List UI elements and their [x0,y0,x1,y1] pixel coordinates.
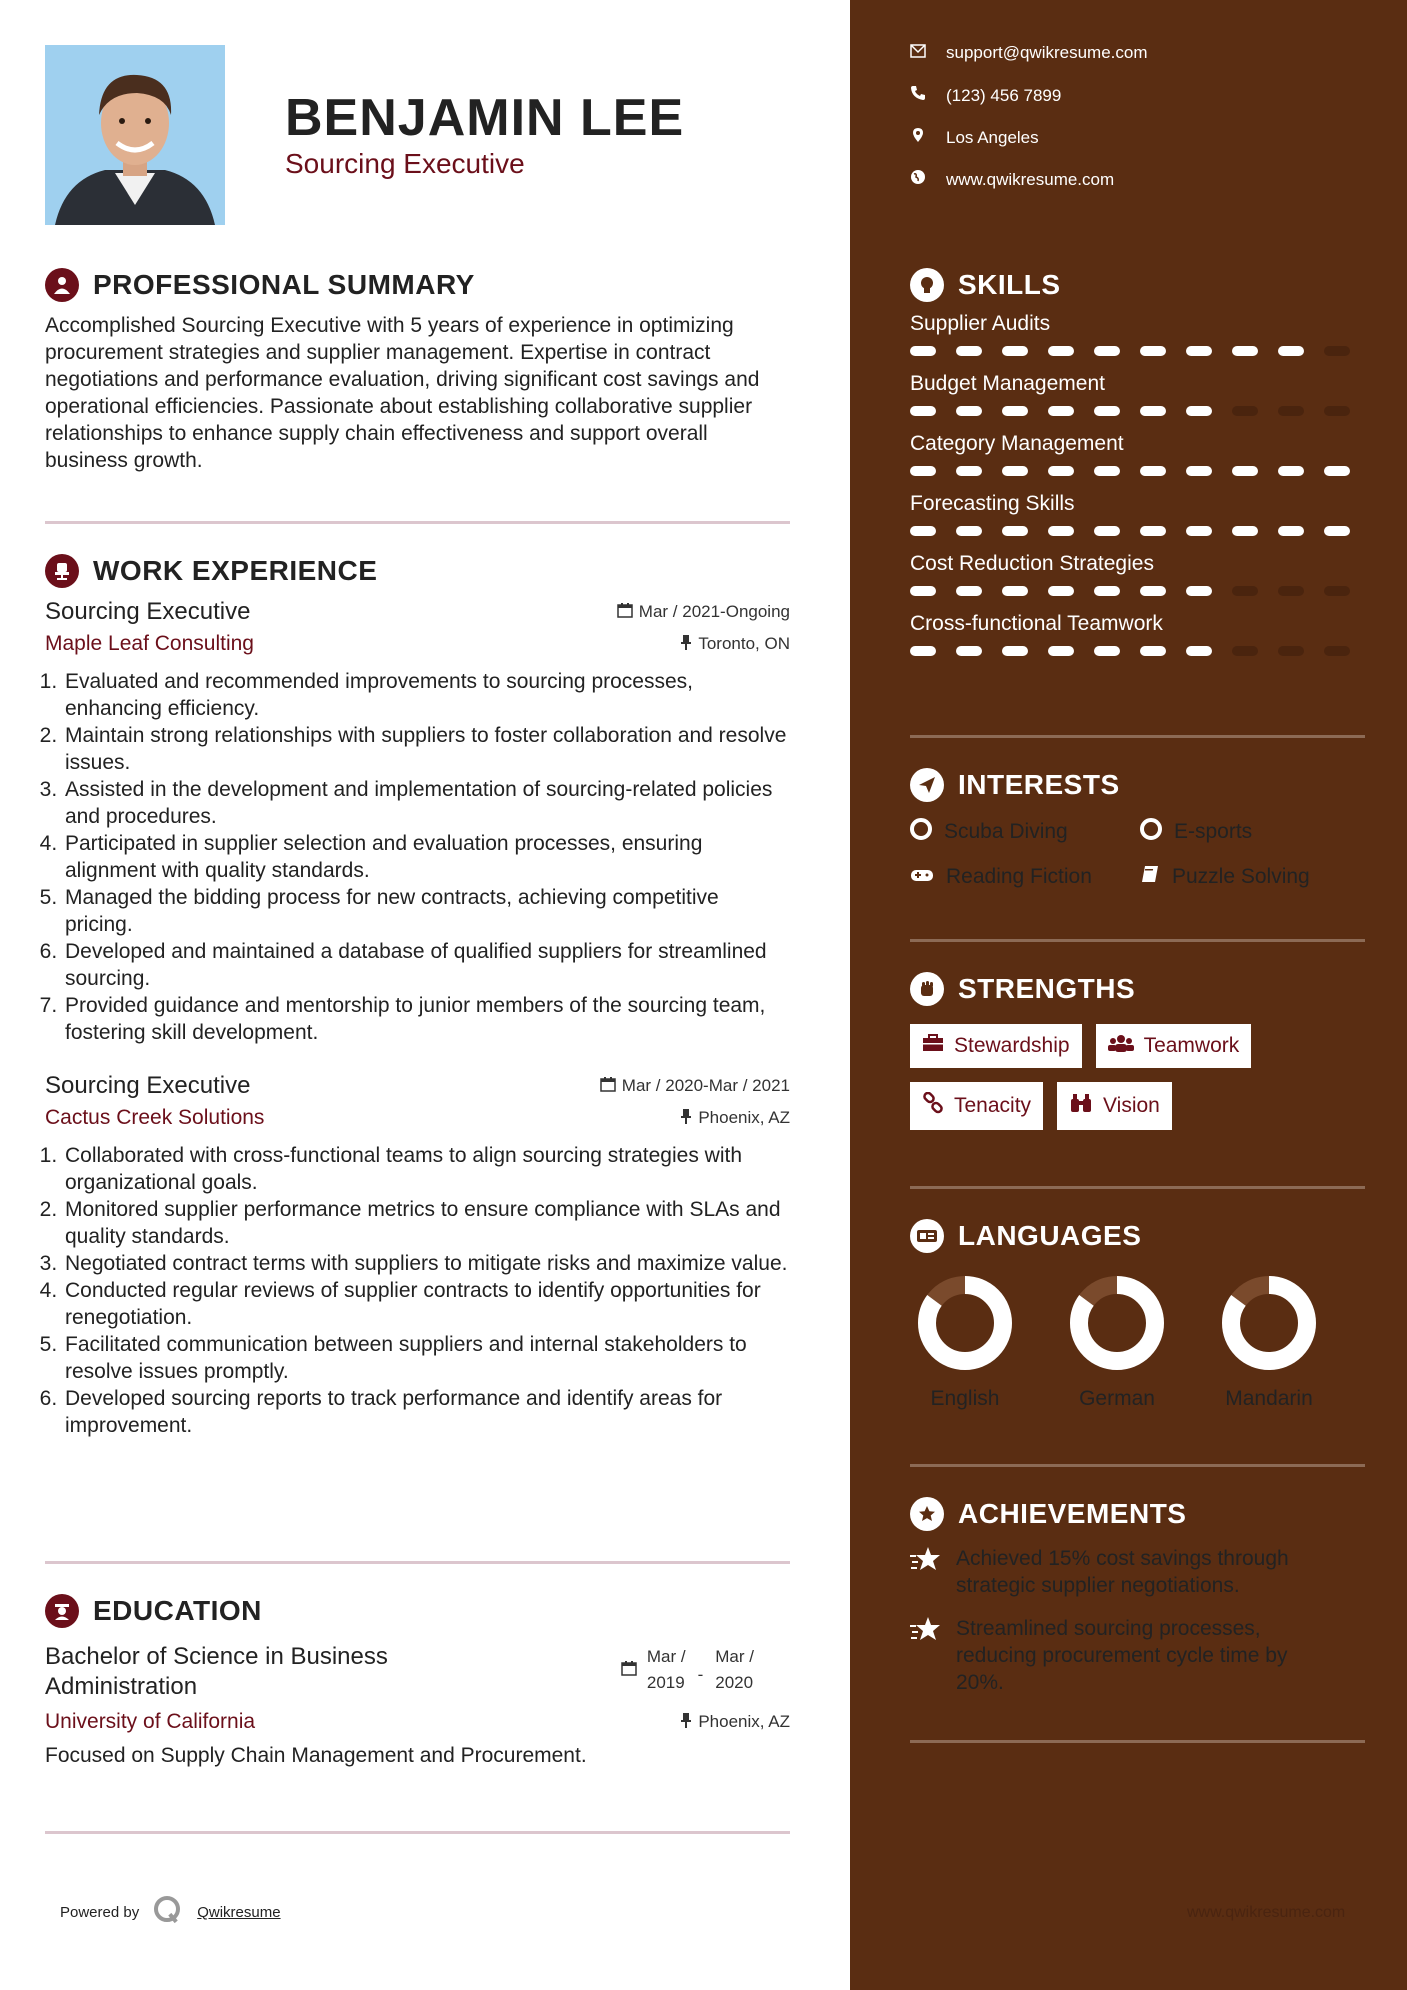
interest-label: Reading Fiction [946,865,1092,888]
interest-item [1140,818,1340,846]
map-pin-icon [910,127,926,148]
skill-level-dash [910,526,936,536]
strength-label: Teamwork [1143,1034,1240,1057]
skill-level-dash [1278,406,1304,416]
list-item: 3. Negotiated contract terms with suppliers to mitigate risks and maximize value. [63,1250,790,1277]
divider [45,1561,790,1564]
list-item: 1. Evaluated and recommended improvements to sourcing processes, enhancing efficiency. [63,668,790,722]
skill-level-dash [910,586,936,596]
calendar-icon [600,1076,616,1097]
contact-location [910,127,1039,148]
pin-icon [680,634,692,655]
language-item [910,1273,1020,1411]
interest-item [1140,864,1340,890]
skill-level-bar [910,406,1365,416]
skill-level-dash [956,346,982,356]
strength-label: Vision [1103,1094,1160,1117]
interest-label: Scuba Diving [944,820,1068,843]
job-dates [617,602,790,623]
skill-level-dash [1094,406,1120,416]
graduation-icon [45,1594,79,1628]
skill-level-dash [1324,526,1350,536]
skill-item [910,372,1365,416]
strengths-list [910,1024,1330,1130]
interest-item [910,864,1140,890]
translate-icon [910,1219,944,1253]
contact-website[interactable] [910,169,1114,190]
interests-heading: INTERESTS [958,769,1120,800]
education-heading: EDUCATION [93,1595,262,1626]
lifebuoy-icon [910,818,932,846]
end-date [715,1644,754,1696]
date-part: Mar / [646,1647,686,1666]
skill-level-dash [1186,586,1212,596]
candidate-name: BENJAMIN LEE [285,89,685,147]
education-location [680,1712,790,1733]
skill-level-dash [1324,406,1350,416]
skill-name: Cost Reduction Strategies [910,552,1154,575]
interest-label: Puzzle Solving [1172,865,1310,888]
achievements-heading: ACHIEVEMENTS [958,1498,1187,1529]
lifebuoy-icon [1140,818,1162,846]
skill-level-dash [1186,526,1212,536]
achievement-text [956,1615,1287,1696]
skill-level-dash [910,346,936,356]
skills-heading: SKILLS [958,269,1061,300]
skill-level-dash [956,646,982,656]
footer-watermark: www.qwikresume.com [1187,1904,1346,1921]
skill-level-dash [1278,586,1304,596]
skill-level-dash [1002,586,1028,596]
gamepad-icon [910,865,934,889]
skill-level-dash [1232,406,1258,416]
degree-line: Bachelor of Science in Business [45,1643,388,1670]
job-entry [45,598,790,1046]
star-icon [910,1545,942,1599]
divider [910,939,1365,942]
briefcase-icon [922,1034,944,1058]
email-text: support@qwikresume.com [946,43,1148,62]
contact-phone[interactable] [910,85,1061,106]
skill-level-dash [1232,466,1258,476]
divider [910,735,1365,738]
list-item: 1. Collaborated with cross-functional teams to align sourcing strategies with organizational goals. [63,1142,790,1196]
skill-level-dash [1140,466,1166,476]
footer [60,1895,281,1930]
skill-level-dash [1094,346,1120,356]
binoculars-icon [1069,1093,1093,1119]
date-separator: - [697,1665,704,1684]
divider [45,1831,790,1834]
list-item: 7. Provided guidance and mentorship to junior members of the sourcing team, fostering skill development. [63,992,790,1046]
skill-level-dash [1048,526,1074,536]
experience-heading: WORK EXPERIENCE [93,555,378,586]
star-badge-icon [910,1497,944,1531]
skill-name: Category Management [910,432,1124,455]
languages-heading: LANGUAGES [958,1220,1142,1251]
skill-level-dash [1002,646,1028,656]
skill-level-dash [1094,646,1120,656]
job-dates [600,1076,790,1097]
skill-level-dash [1278,646,1304,656]
divider [910,1740,1365,1743]
divider [45,521,790,524]
company-name: Cactus Creek Solutions [45,1106,265,1129]
achievement-line: strategic supplier negotiations. [956,1574,1240,1597]
profile-photo [45,45,225,225]
skill-level-dash [1002,406,1028,416]
school-name: University of California [45,1710,256,1733]
user-icon [45,268,79,302]
skill-level-dash [1002,346,1028,356]
skill-name: Cross-functional Teamwork [910,612,1163,635]
strength-label: Tenacity [954,1094,1032,1117]
experience-section [45,554,790,1439]
job-dates-text: Mar / 2021-Ongoing [638,602,790,621]
job-responsibilities [45,668,790,1046]
skill-level-dash [1048,586,1074,596]
star-icon [910,1615,942,1696]
skill-level-dash [1140,586,1166,596]
skill-item [910,312,1365,356]
achievements-section [910,1497,1365,1696]
fist-icon [910,972,944,1006]
skill-level-dash [956,526,982,536]
company-name: Maple Leaf Consulting [45,632,254,655]
language-name: Mandarin [1225,1387,1313,1410]
skill-level-bar [910,526,1365,536]
skill-level-dash [1232,646,1258,656]
job-location-text: Phoenix, AZ [698,1108,790,1127]
divider [910,1186,1365,1189]
skill-level-dash [1002,466,1028,476]
pin-icon [680,1712,692,1733]
skill-level-dash [1140,526,1166,536]
lightbulb-icon [910,268,944,302]
degree-line: Administration [45,1673,198,1700]
job-location [680,634,790,655]
job-entry [45,1072,790,1439]
language-name: German [1079,1387,1155,1410]
education-dates [621,1644,790,1696]
divider [910,1464,1365,1467]
job-location [680,1108,790,1129]
achievement-item [910,1615,1365,1696]
language-ring [1067,1273,1167,1373]
skill-level-dash [910,406,936,416]
strengths-section [910,972,1365,1130]
skill-level-dash [910,466,936,476]
skill-level-dash [1048,406,1074,416]
link-icon [922,1092,944,1120]
date-part: 2020 [715,1673,754,1692]
language-name: English [930,1387,1000,1410]
list-item: 6. Developed sourcing reports to track performance and identify areas for improvement. [63,1385,790,1439]
location-text: Los Angeles [946,127,1039,147]
skill-level-bar [910,466,1365,476]
globe-icon [910,169,926,190]
skill-level-dash [1324,586,1350,596]
list-item: 2. Maintain strong relationships with suppliers to foster collaboration and resolve issues. [63,722,790,776]
qwikresume-link[interactable]: Qwikresume [197,1904,281,1921]
achievement-text [956,1545,1289,1599]
job-responsibilities [45,1142,790,1439]
skill-level-bar [910,646,1365,656]
skill-item [910,552,1365,596]
date-part: 2019 [646,1673,685,1692]
achievements-list [910,1545,1365,1696]
skill-level-dash [1232,526,1258,536]
skill-level-dash [1324,646,1350,656]
skills-list [910,312,1365,656]
summary-section [45,268,790,474]
skill-level-dash [1278,346,1304,356]
skill-name: Budget Management [910,372,1105,395]
chair-icon [45,554,79,588]
users-icon [1108,1034,1134,1058]
skill-level-dash [1048,346,1074,356]
language-ring [915,1273,1015,1373]
skill-level-dash [1140,346,1166,356]
interests-section [910,768,1365,890]
strength-chip [910,1024,1082,1068]
skill-item [910,492,1365,536]
education-description: Focused on Supply Chain Management and Procurement. [45,1744,587,1767]
skill-level-dash [1278,526,1304,536]
envelope-icon [910,43,926,63]
interest-item [910,818,1140,846]
interest-label: E-sports [1174,820,1253,843]
summary-text: Accomplished Sourcing Executive with 5 years of experience in optimizing procurement strategies and supplier management. Expertise in contract negotiations and performance evaluation, driving significant cost savings and operational efficiencies. Passionate about establishing collaborative supplier relationships to enhance supply chain effectiveness and support overall business growth. [45,314,760,472]
skill-level-dash [1094,586,1120,596]
list-item: 4. Participated in supplier selection and evaluation processes, ensuring alignment with quality standards. [63,830,790,884]
skill-name: Supplier Audits [910,312,1051,335]
languages-list [910,1273,1365,1411]
skill-level-dash [1278,466,1304,476]
achievement-line: reducing procurement cycle time by [956,1644,1288,1667]
list-item: 4. Conducted regular reviews of supplier contracts to identify opportunities for renegotiation. [63,1277,790,1331]
strength-chip [910,1082,1043,1130]
achievement-item [910,1545,1365,1599]
skill-level-dash [1324,346,1350,356]
powered-by-label: Powered by [60,1904,140,1921]
qwikresume-logo-icon [153,1895,183,1930]
skill-level-dash [1140,406,1166,416]
achievement-line: Streamlined sourcing processes, [956,1617,1261,1640]
skill-level-dash [1186,346,1212,356]
skill-level-dash [1002,526,1028,536]
candidate-title: Sourcing Executive [285,148,525,179]
book-icon [1140,864,1160,890]
skill-level-dash [910,646,936,656]
strength-label: Stewardship [954,1034,1070,1057]
skills-section [910,268,1365,656]
skill-level-dash [956,406,982,416]
interests-list [910,818,1365,890]
skill-item [910,432,1365,476]
summary-heading: PROFESSIONAL SUMMARY [93,269,475,300]
skill-level-dash [956,466,982,476]
contact-email[interactable] [910,43,1148,63]
achievement-line: 20%. [956,1671,1004,1694]
job-title: Sourcing Executive [45,1072,251,1099]
start-date [647,1644,686,1696]
date-part: Mar / [715,1647,754,1666]
list-item: 2. Monitored supplier performance metrics to ensure compliance with SLAs and quality standards. [63,1196,790,1250]
skill-level-dash [1324,466,1350,476]
education-location-text: Phoenix, AZ [698,1712,790,1731]
paper-plane-icon [910,768,944,802]
skill-name: Forecasting Skills [910,492,1075,515]
skill-level-dash [1094,466,1120,476]
list-item: 6. Developed and maintained a database of qualified suppliers for streamlined sourcing. [63,938,790,992]
job-title: Sourcing Executive [45,598,251,625]
achievement-line: Achieved 15% cost savings through [956,1547,1289,1570]
skill-level-dash [956,586,982,596]
list-item: 5. Facilitated communication between suppliers and internal stakeholders to resolve issues promptly. [63,1331,790,1385]
skill-level-dash [1186,466,1212,476]
skill-level-bar [910,586,1365,596]
degree [45,1642,388,1702]
strength-chip [1057,1082,1172,1130]
skill-level-dash [1140,646,1166,656]
language-item [1062,1273,1172,1411]
education-section [45,1594,790,1769]
phone-icon [910,85,926,106]
language-item [1214,1273,1324,1411]
list-item: 5. Managed the bidding process for new contracts, achieving competitive pricing. [63,884,790,938]
calendar-icon [621,1660,637,1681]
languages-section [910,1219,1365,1411]
skill-level-dash [1232,586,1258,596]
list-item: 3. Assisted in the development and implementation of sourcing-related policies and procedures. [63,776,790,830]
website-text: www.qwikresume.com [946,169,1115,189]
skill-level-dash [1048,466,1074,476]
job-location-text: Toronto, ON [698,634,790,653]
skill-item [910,612,1365,656]
skill-level-dash [1186,646,1212,656]
language-ring [1219,1273,1319,1373]
calendar-icon [617,602,633,623]
skill-level-dash [1186,406,1212,416]
strengths-heading: STRENGTHS [958,973,1136,1004]
strength-chip [1096,1024,1252,1068]
skill-level-dash [1094,526,1120,536]
skill-level-bar [910,346,1365,356]
phone-text: (123) 456 7899 [946,85,1062,105]
skill-level-dash [1232,346,1258,356]
job-dates-text: Mar / 2020-Mar / 2021 [621,1076,790,1095]
pin-icon [680,1108,692,1129]
skill-level-dash [1048,646,1074,656]
